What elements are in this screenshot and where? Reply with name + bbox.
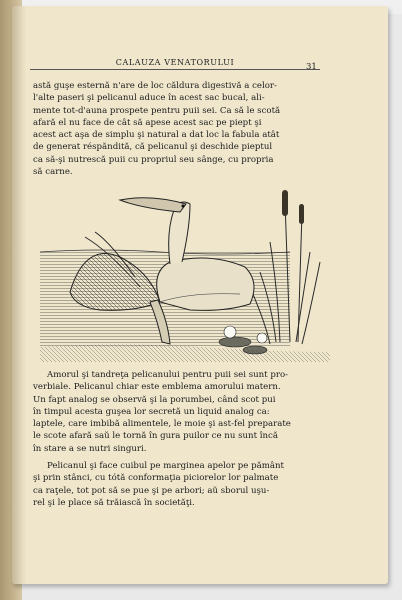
text-line: astă guşe esternă n'are de loc căldura digestivă a celor- — [33, 81, 277, 91]
pelican-illustration — [40, 182, 330, 362]
text-line: Pelicanul şi face cuibul pe marginea apelor pe pământ — [47, 461, 285, 471]
text-line: mente tot-d'auna prospete pentru puii sei. Ca să le scotă — [33, 105, 281, 116]
text-line: în stare a se nutri singuri. — [33, 443, 147, 454]
text-line: verbiale. Pelicanul chiar este emblema amorului matern. — [33, 382, 281, 393]
text-line: rel şi le place să trăiască în societăţi. — [33, 497, 195, 508]
text-line: în timpul acesta guşea lor secretă un liquid analog ca: — [33, 406, 270, 417]
text-line: l'alte paseri şi pelicanul aduce în acest sac bucal, ali- — [33, 93, 265, 104]
text-line: de generat réspăndită, că pelicanul şi deschide pieptul — [33, 142, 273, 153]
text-line: să carne. — [33, 167, 73, 178]
page-number: 31 — [306, 62, 317, 72]
text-line: Amorul şi tandreţa pelicanului pentru puii sei sunt pro- — [47, 370, 289, 380]
pelican-engraving-svg — [40, 182, 330, 362]
text-line: Un fapt analog se observă şi la porumbei, când scot pui — [33, 394, 276, 405]
text-line: acest act aşa de simplu şi natural a dat loc la fabula atât — [33, 130, 280, 141]
paragraph-1 — [33, 80, 321, 178]
paragraph-3 — [33, 460, 321, 509]
text-line: le scote afară saŭ le tornă în gura puilor ce nu sunt încă — [33, 431, 278, 442]
paragraph-2 — [33, 369, 321, 455]
shore-line — [40, 345, 330, 363]
text-line: ca să-şi nutrescă puii cu propriul seu sânge, cu propria — [33, 154, 274, 165]
text-line: laptele, care imbibă alimentele, le moie şi ast-fel preparate — [33, 419, 291, 430]
running-header: CALAUZA VENATORULUI — [30, 58, 320, 70]
page-gutter-shadow — [12, 6, 26, 584]
text-line: afară el nu face de cât să apese acest sac pe piept şi — [33, 117, 262, 128]
text-line: ca raţele, tot pot să se pue şi pe arbori; aŭ sborul uşu- — [33, 485, 270, 496]
text-line: şi prin stânci, cu tótă conformaţia piciorelor lor palmate — [33, 473, 279, 484]
